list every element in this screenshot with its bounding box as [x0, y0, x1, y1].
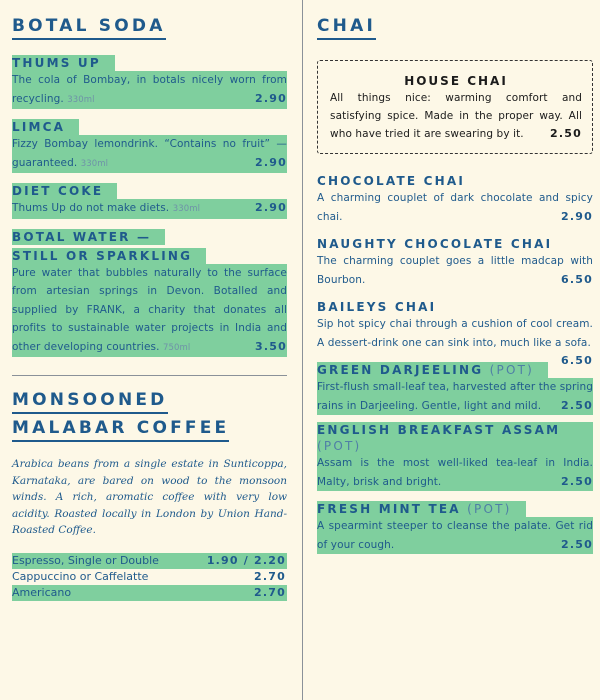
item-price: 2.50 — [561, 537, 593, 551]
coffee-price-list — [12, 553, 287, 601]
menu-item-naughty-chocolate-chai — [317, 233, 593, 289]
item-desc: The charming couplet goes a little madcap with Bourbon. 6.50 — [317, 252, 593, 289]
coffee-row — [12, 585, 287, 601]
menu-item-fresh-mint-tea — [317, 498, 593, 554]
menu-item-baileys-chai — [317, 296, 593, 367]
item-name: FRESH MINT TEA (POT) — [317, 501, 526, 517]
section-divider — [12, 375, 287, 376]
item-desc: The cola of Bombay, in botals nicely worn from recycling. 330ml 2.90 — [12, 71, 287, 109]
item-name: BAILEYS CHAI — [317, 300, 437, 314]
menu-item-english-breakfast-assam — [317, 422, 593, 491]
coffee-name: Cappuccino or Caffelatte — [12, 569, 149, 583]
item-price: 2.90 — [255, 201, 287, 214]
item-name: GREEN DARJEELING (POT) — [317, 362, 548, 378]
item-volume: 330ml — [80, 158, 109, 169]
coffee-price: 2.70 — [254, 569, 286, 583]
column-divider — [302, 0, 303, 700]
section-title-coffee-line2: MALABAR COFFEE — [12, 418, 229, 442]
coffee-name: Americano — [12, 585, 72, 599]
item-name: THUMS UP — [12, 55, 115, 71]
right-column — [317, 0, 593, 554]
item-desc: All things nice: warming comfort and satisfying spice. Made in the proper way. All who have tried it are swearing by it. 2.50 — [330, 89, 582, 143]
coffee-row — [12, 569, 287, 585]
item-desc: A spearmint steeper to cleanse the palate. Get rid of your cough. 2.50 — [317, 517, 593, 554]
item-price: 2.50 — [550, 127, 582, 140]
item-desc: Fizzy Bombay lemondrink. “Contains no fruit” — guaranteed. 330ml 2.90 — [12, 135, 287, 173]
item-name: HOUSE CHAI — [404, 74, 508, 88]
item-desc: Assam is the most well-liked tea-leaf in India. Malty, brisk and bright. 2.50 — [317, 454, 593, 491]
item-volume: 330ml — [172, 204, 201, 214]
coffee-row — [12, 553, 287, 569]
item-name: ENGLISH BREAKFAST ASSAM (POT) — [317, 422, 593, 454]
item-name: CHOCOLATE CHAI — [317, 174, 466, 188]
pot-tag: (POT) — [317, 439, 362, 453]
item-name-line2: STILL OR SPARKLING — [12, 248, 206, 264]
item-name: BOTAL WATER — — [12, 229, 165, 245]
menu-item-thums-up — [12, 52, 287, 109]
item-price: 6.50 — [561, 272, 593, 286]
menu-item-green-darjeeling — [317, 359, 593, 415]
item-price: 3.50 — [255, 339, 287, 353]
item-price: 2.90 — [255, 155, 287, 169]
item-price: 6.50 — [561, 354, 593, 367]
menu-item-diet-coke — [12, 180, 287, 219]
item-price: 2.90 — [255, 91, 287, 105]
section-title-coffee-line1: MONSOONED — [12, 390, 168, 414]
item-price: 2.50 — [561, 398, 593, 412]
coffee-price: 2.70 — [254, 585, 286, 599]
menu-item-chocolate-chai — [317, 170, 593, 226]
house-chai-box — [317, 60, 593, 154]
item-price: 2.90 — [561, 209, 593, 223]
item-name: LIMCA — [12, 119, 79, 135]
item-desc: First-flush small-leaf tea, harvested after the spring rains in Darjeeling. Gentle, light and mild. 2.50 — [317, 378, 593, 415]
item-desc: Pure water that bubbles naturally to the surface from artesian springs in Devon. Botalled and supplied by FRANK, a charity that donates all profits to sustainable water projects in India and other developing countries. 750ml 3.50 — [12, 264, 287, 358]
menu-item-botal-water — [12, 226, 287, 358]
item-desc: Sip hot spicy chai through a cushion of cool cream. A dessert-drink one can sink into, much like a sofa. 6.50 — [317, 315, 593, 352]
coffee-price: 1.90 / 2.20 — [206, 553, 286, 567]
pot-tag: (POT) — [489, 363, 535, 377]
left-column — [12, 0, 287, 601]
coffee-description: Arabica beans from a single estate in Sunticoppa, Karnataka, are bared on wood to the monsoon winds. A rich, aromatic coffee with very low acidity. Roasted locally in London by Union Hand-Roasted Coffee. — [12, 458, 287, 536]
section-title-chai: CHAI — [317, 16, 376, 40]
item-price: 2.50 — [561, 474, 593, 488]
item-desc: A charming couplet of dark chocolate and spicy chai. 2.90 — [317, 189, 593, 226]
menu-item-limca — [12, 116, 287, 173]
item-desc: Thums Up do not make diets. 330ml 2.90 — [12, 199, 287, 219]
item-volume: 750ml — [162, 342, 191, 353]
coffee-name: Espresso, Single or Double — [12, 553, 159, 567]
item-volume: 330ml — [67, 94, 95, 105]
item-name: NAUGHTY CHOCOLATE CHAI — [317, 237, 553, 251]
item-name: DIET COKE — [12, 183, 117, 199]
section-title-botal-soda: BOTAL SODA — [12, 16, 166, 40]
pot-tag: (POT) — [467, 502, 512, 516]
